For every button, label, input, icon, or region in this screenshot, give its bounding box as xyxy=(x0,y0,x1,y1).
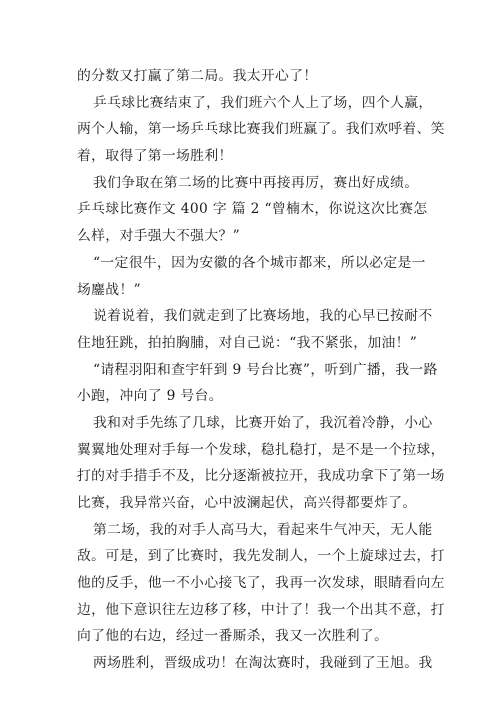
text-line: 打的对手措手不及，比分逐渐被拉开，我成功拿下了第一场 xyxy=(77,468,445,485)
text-line: 说着说着，我们就走到了比赛场地，我的心早已按耐不 xyxy=(93,308,433,325)
text-line: 住地狂跳，拍拍胸脯，对自己说：“我不紧张，加油！” xyxy=(77,334,418,351)
text-line: 我们争取在第二场的比赛中再接再厉，赛出好成绩。 xyxy=(93,174,419,191)
text-line: 场鏖战！” xyxy=(77,281,141,298)
text-line: 他的反手，他一不小心接飞了，我再一次发球，眼睛看向左 xyxy=(77,575,445,592)
text-line: “请程羽阳和查宇轩到 9 号台比赛”，听到广播，我一路 xyxy=(93,361,438,378)
text-line: 的分数又打赢了第二局。我太开心了！ xyxy=(77,68,318,84)
text-line: 我和对手先练了几球，比赛开始了，我沉着冷静，小心 xyxy=(93,414,433,431)
text-line: 边，他下意识往左边移了移，中计了！我一个出其不意，打 xyxy=(77,601,445,618)
text-line: 两场胜利，晋级成功！在淘汰赛时，我碰到了王旭。我 xyxy=(93,655,433,672)
text-line: 向了他的右边，经过一番厮杀，我又一次胜利了。 xyxy=(77,628,389,645)
section-heading-line: 乒乓球比赛作文 400 字 篇 2 “曾楠木，你说这次比赛怎 xyxy=(77,201,428,218)
text-line: 翼翼地处理对手每一个发球，稳扎稳打，是不是一个拉球， xyxy=(77,441,445,458)
article-body xyxy=(77,63,445,677)
text-line: 两个人输，第一场乒乓球比赛我们班赢了。我们欢呼着、笑 xyxy=(77,121,445,138)
text-line: “一定很牛，因为安徽的各个城市都来，所以必定是一 xyxy=(93,254,426,271)
text-line: 么样，对手强大不强大？” xyxy=(77,228,241,245)
text-line: 着，取得了第一场胜利！ xyxy=(77,148,233,165)
text-line: 第二场，我的对手人高马大，看起来牛气冲天，无人能 xyxy=(93,521,433,538)
text-line: 比赛，我异常兴奋，心中波澜起伏，高兴得都要炸了。 xyxy=(77,495,417,511)
text-line: 乒乓球比赛结束了，我们班六个人上了场，四个人赢， xyxy=(93,94,433,111)
text-line: 小跑，冲向了 9 号台。 xyxy=(77,388,223,405)
text-line: 敌。可是，到了比赛时，我先发制人，一个上旋球过去，打 xyxy=(77,548,445,565)
